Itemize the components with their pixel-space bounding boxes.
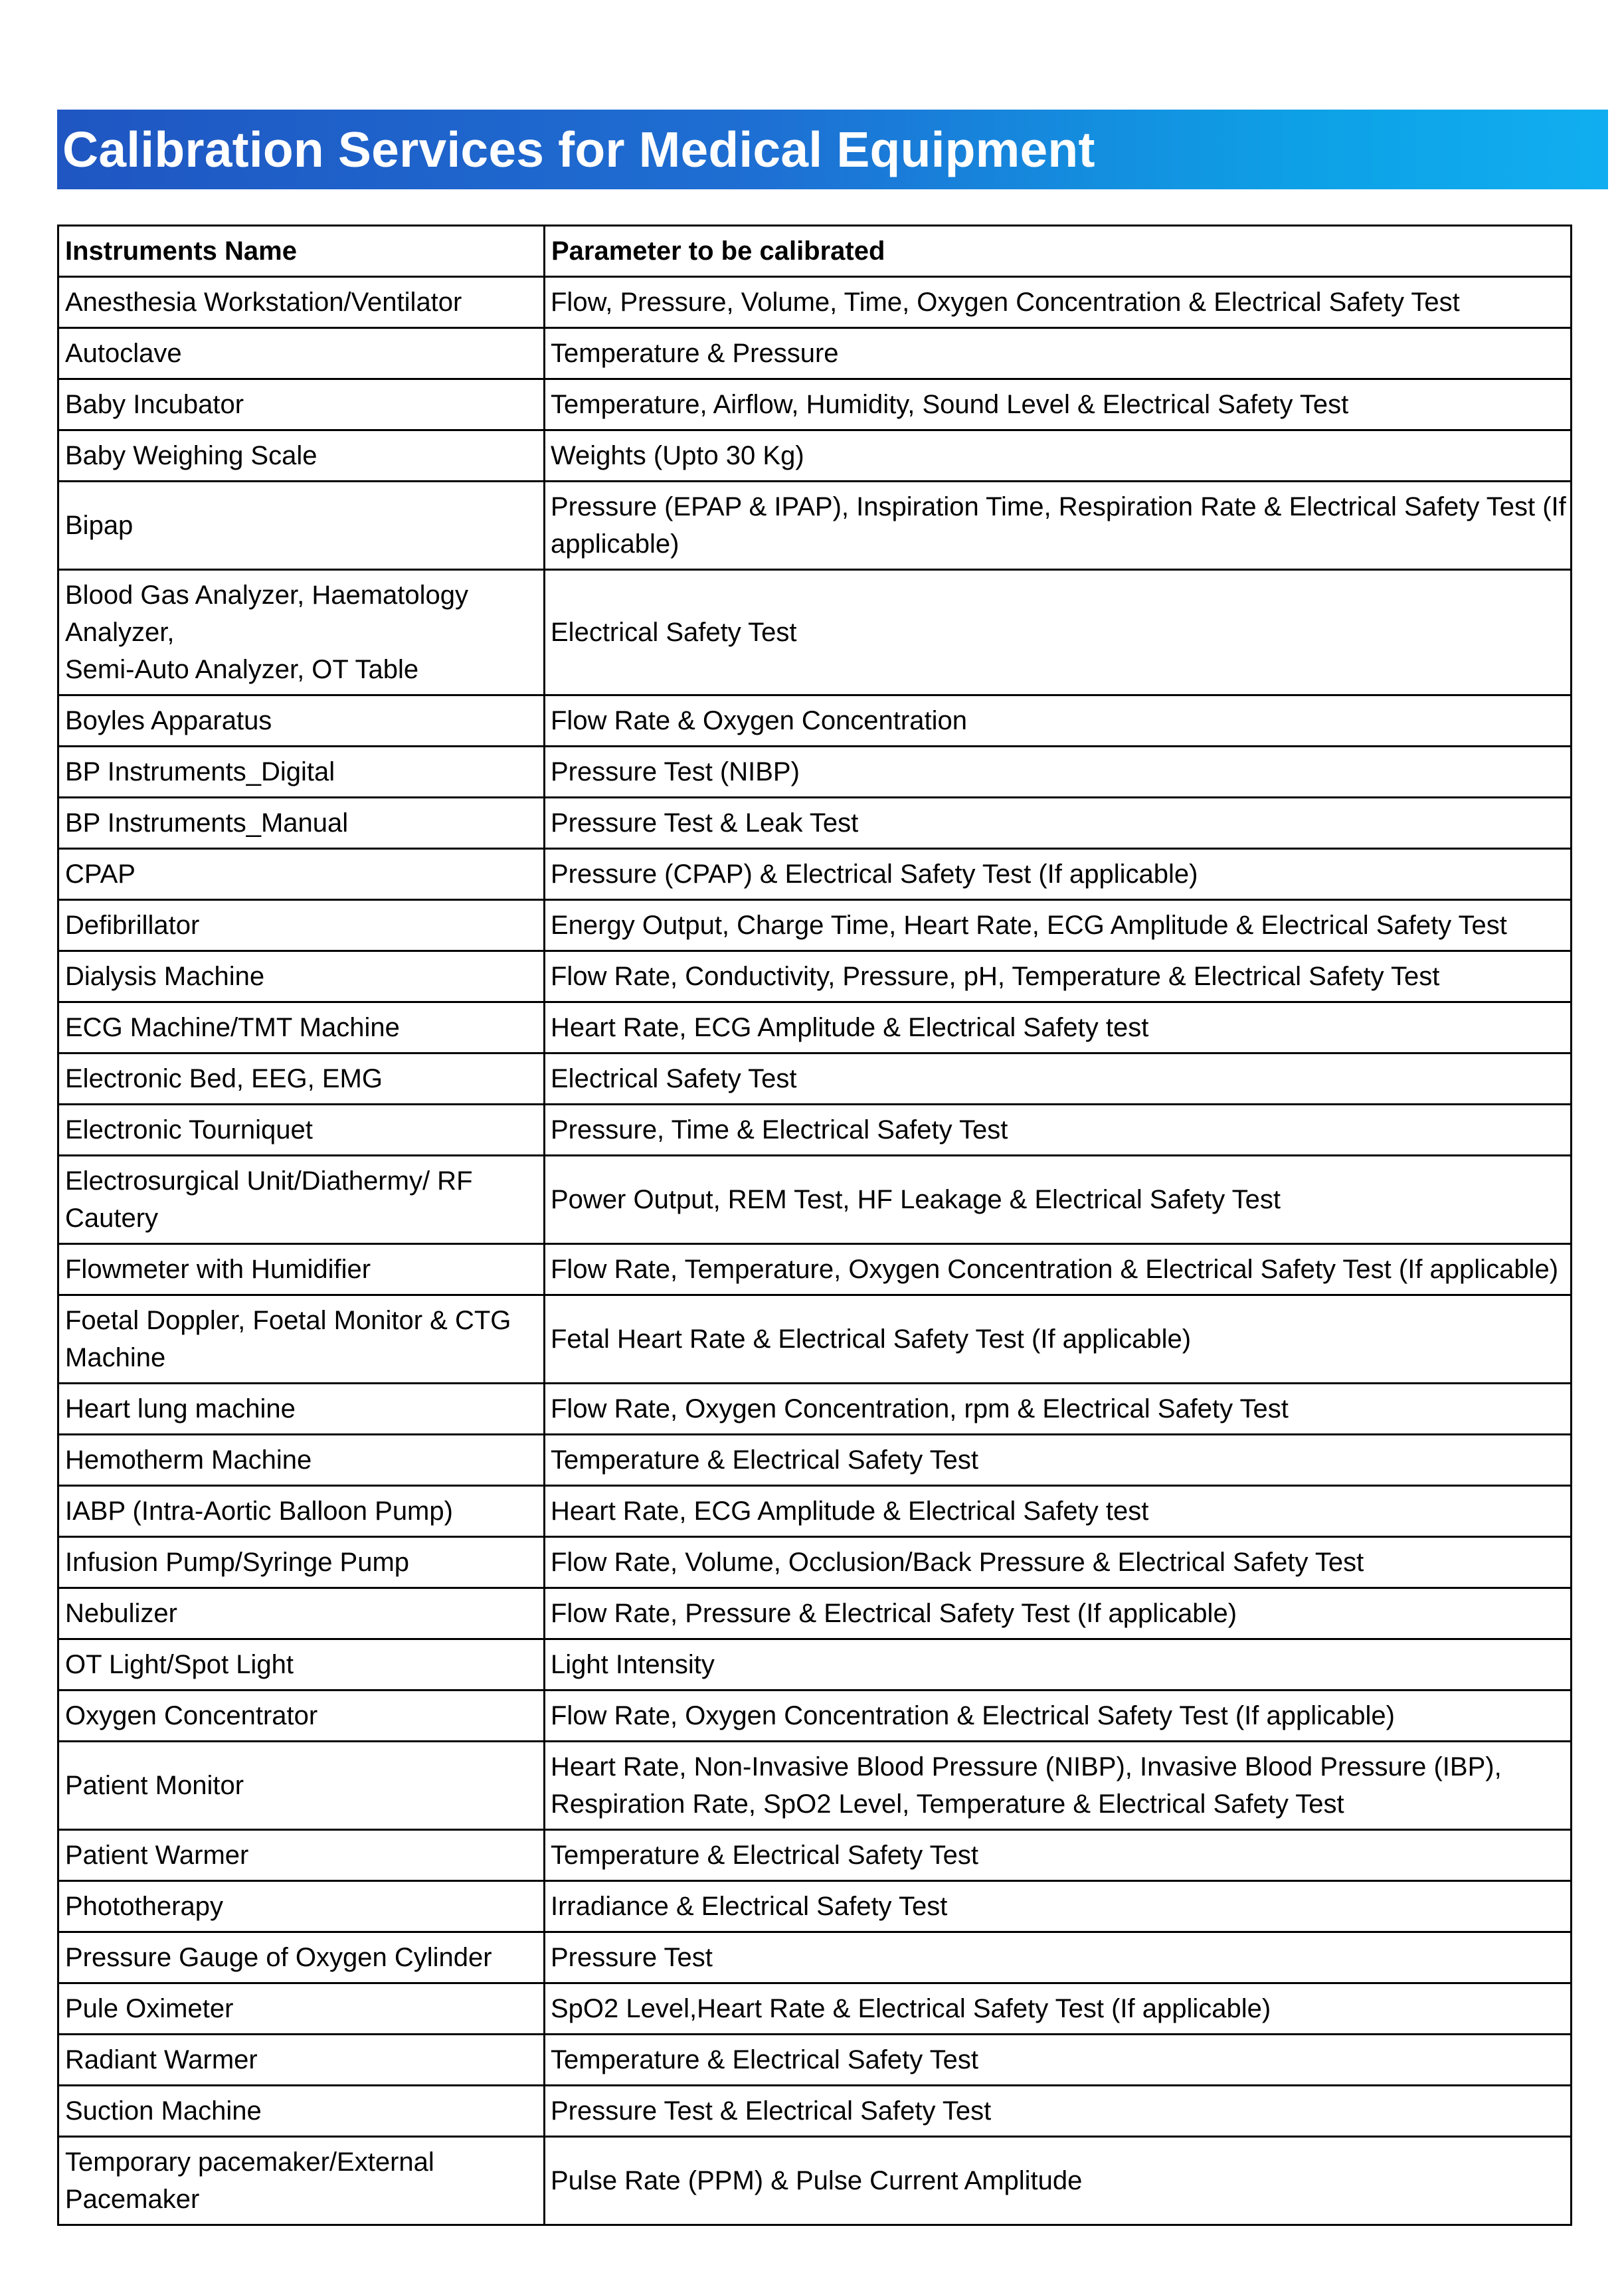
table-row [58,1053,1572,1105]
parameter-cell: Pressure (EPAP & IPAP), Inspiration Time, Respiration Rate & Electrical Safety Test (If applicable) [545,482,1572,570]
parameter-cell: Flow Rate, Conductivity, Pressure, pH, Temperature & Electrical Safety Test [545,951,1572,1002]
instrument-name-cell: IABP (Intra-Aortic Balloon Pump) [58,1486,545,1537]
table-row [58,1830,1572,1881]
parameter-cell: Temperature & Electrical Safety Test [545,1435,1572,1486]
parameter-cell: Flow Rate, Pressure & Electrical Safety Test (If applicable) [545,1588,1572,1639]
instrument-name-cell: Hemotherm Machine [58,1435,545,1486]
parameter-cell: Irradiance & Electrical Safety Test [545,1881,1572,1932]
instrument-name-cell: Patient Monitor [58,1742,545,1830]
table-row [58,1932,1572,1983]
table-row [58,1295,1572,1384]
instrument-name-cell: CPAP [58,849,545,900]
table-row [58,2137,1572,2225]
table-row [58,2086,1572,2137]
parameter-cell: Temperature & Pressure [545,328,1572,379]
column-header-parameter: Parameter to be calibrated [545,226,1572,277]
parameter-cell: Temperature, Airflow, Humidity, Sound Level & Electrical Safety Test [545,379,1572,430]
instrument-name-cell: Phototherapy [58,1881,545,1932]
instrument-name-cell: Pule Oximeter [58,1983,545,2035]
table-row [58,900,1572,951]
instrument-name-cell: Foetal Doppler, Foetal Monitor & CTG Machine [58,1295,545,1384]
table-row [58,277,1572,328]
instrument-name-cell: Heart lung machine [58,1384,545,1435]
table-row [58,1537,1572,1588]
instrument-name-cell: Suction Machine [58,2086,545,2137]
instrument-name-cell: BP Instruments_Digital [58,747,545,798]
parameter-cell: Flow Rate, Oxygen Concentration, rpm & Electrical Safety Test [545,1384,1572,1435]
instrument-name-cell: Flowmeter with Humidifier [58,1244,545,1295]
table-row [58,1983,1572,2035]
table-row [58,1244,1572,1295]
parameter-cell: Pressure Test & Electrical Safety Test [545,2086,1572,2137]
parameter-cell: Electrical Safety Test [545,570,1572,695]
parameter-cell: Temperature & Electrical Safety Test [545,1830,1572,1881]
calibration-table [57,225,1572,2226]
parameter-cell: Pressure, Time & Electrical Safety Test [545,1105,1572,1156]
parameter-cell: Pressure Test (NIBP) [545,747,1572,798]
parameter-cell: Flow, Pressure, Volume, Time, Oxygen Concentration & Electrical Safety Test [545,277,1572,328]
instrument-name-cell: Boyles Apparatus [58,695,545,747]
instrument-name-cell: BP Instruments_Manual [58,798,545,849]
instrument-name-cell: Patient Warmer [58,1830,545,1881]
table-row [58,695,1572,747]
parameter-cell: Power Output, REM Test, HF Leakage & Electrical Safety Test [545,1156,1572,1244]
table-row [58,1486,1572,1537]
parameter-cell: Heart Rate, Non-Invasive Blood Pressure (NIBP), Invasive Blood Pressure (IBP), Respiration Rate, SpO2 Level, Temperature & Electrical Safety Test [545,1742,1572,1830]
instrument-name-cell: Infusion Pump/Syringe Pump [58,1537,545,1588]
instrument-name-cell: Dialysis Machine [58,951,545,1002]
table-row [58,951,1572,1002]
table-row [58,1881,1572,1932]
instrument-name-cell: Baby Incubator [58,379,545,430]
instrument-name-cell: Electronic Bed, EEG, EMG [58,1053,545,1105]
table-body [58,277,1572,2225]
parameter-cell: Pulse Rate (PPM) & Pulse Current Amplitude [545,2137,1572,2225]
instrument-name-cell: Defibrillator [58,900,545,951]
instrument-name-cell: Electrosurgical Unit/Diathermy/ RF Cautery [58,1156,545,1244]
table-row [58,570,1572,695]
parameter-cell: Pressure Test [545,1932,1572,1983]
page-title: Calibration Services for Medical Equipment [62,122,1095,177]
table-row [58,798,1572,849]
parameter-cell: Flow Rate, Temperature, Oxygen Concentration & Electrical Safety Test (If applicable) [545,1244,1572,1295]
table-header-row [58,226,1572,277]
table-row [58,1156,1572,1244]
table-row [58,430,1572,482]
table-row [58,747,1572,798]
title-banner [57,110,1608,189]
instrument-name-cell: Autoclave [58,328,545,379]
table-row [58,1742,1572,1830]
parameter-cell: Flow Rate, Oxygen Concentration & Electrical Safety Test (If applicable) [545,1690,1572,1742]
table-row [58,328,1572,379]
parameter-cell: Pressure (CPAP) & Electrical Safety Test (If applicable) [545,849,1572,900]
parameter-cell: Pressure Test & Leak Test [545,798,1572,849]
table-row [58,2035,1572,2086]
parameter-cell: Electrical Safety Test [545,1053,1572,1105]
instrument-name-cell: Blood Gas Analyzer, Haematology Analyzer, Semi-Auto Analyzer, OT Table [58,570,545,695]
table-row [58,1690,1572,1742]
table-row [58,482,1572,570]
instrument-name-cell: Bipap [58,482,545,570]
parameter-cell: Light Intensity [545,1639,1572,1690]
instrument-name-cell: Temporary pacemaker/External Pacemaker [58,2137,545,2225]
parameter-cell: SpO2 Level,Heart Rate & Electrical Safety Test (If applicable) [545,1983,1572,2035]
column-header-instrument: Instruments Name [58,226,545,277]
parameter-cell: Weights (Upto 30 Kg) [545,430,1572,482]
table-row [58,1105,1572,1156]
parameter-cell: Energy Output, Charge Time, Heart Rate, ECG Amplitude & Electrical Safety Test [545,900,1572,951]
parameter-cell: Heart Rate, ECG Amplitude & Electrical Safety test [545,1002,1572,1053]
instrument-name-cell: ECG Machine/TMT Machine [58,1002,545,1053]
parameter-cell: Flow Rate & Oxygen Concentration [545,695,1572,747]
parameter-cell: Fetal Heart Rate & Electrical Safety Test (If applicable) [545,1295,1572,1384]
table-row [58,1435,1572,1486]
parameter-cell: Temperature & Electrical Safety Test [545,2035,1572,2086]
table-row [58,379,1572,430]
instrument-name-cell: Radiant Warmer [58,2035,545,2086]
table-row [58,849,1572,900]
instrument-name-cell: Electronic Tourniquet [58,1105,545,1156]
instrument-name-cell: Nebulizer [58,1588,545,1639]
parameter-cell: Flow Rate, Volume, Occlusion/Back Pressure & Electrical Safety Test [545,1537,1572,1588]
instrument-name-cell: Pressure Gauge of Oxygen Cylinder [58,1932,545,1983]
instrument-name-cell: OT Light/Spot Light [58,1639,545,1690]
table-row [58,1384,1572,1435]
instrument-name-cell: Anesthesia Workstation/Ventilator [58,277,545,328]
parameter-cell: Heart Rate, ECG Amplitude & Electrical Safety test [545,1486,1572,1537]
instrument-name-cell: Baby Weighing Scale [58,430,545,482]
table-row [58,1002,1572,1053]
table-row [58,1588,1572,1639]
instrument-name-cell: Oxygen Concentrator [58,1690,545,1742]
table-row [58,1639,1572,1690]
